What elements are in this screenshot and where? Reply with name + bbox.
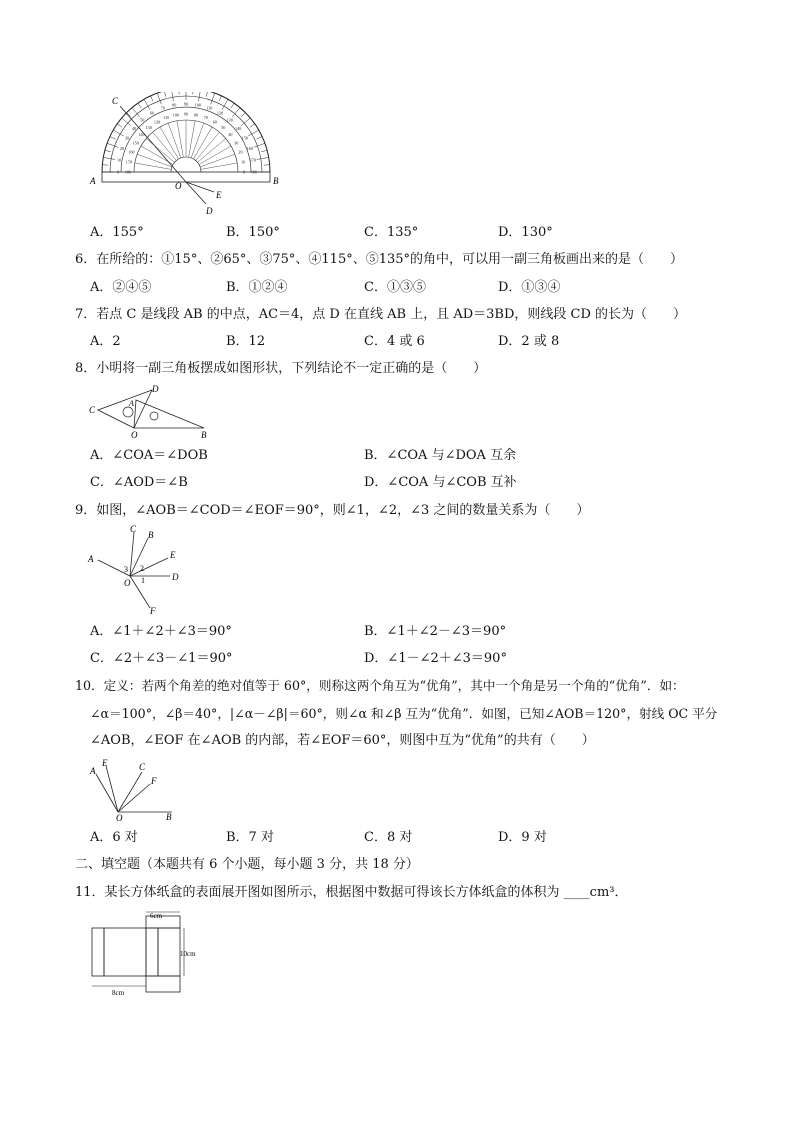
triangle-COD [98, 390, 152, 428]
q9-option-d: D．∠1－∠2＋∠3＝90° [364, 651, 507, 666]
label-E: E [102, 758, 108, 768]
label-C: C [112, 96, 119, 106]
protractor-tick [117, 124, 122, 127]
protractor-scale-number: 100 [194, 102, 201, 108]
protractor-tick [105, 150, 111, 152]
q7-stem: 7．若点 C 是线段 AB 的中点，AC＝4，点 D 在直线 AB 上，且 AD＝3BD，则线段 CD 的长为（ ） [75, 307, 687, 322]
protractor-scale-number: 10 [241, 159, 246, 165]
label-8cm: 8cm [112, 989, 125, 997]
set-squares-figure [86, 382, 216, 442]
protractor-scale-number: 140 [138, 132, 145, 138]
protractor-tick [199, 92, 201, 101]
label-C: C [130, 524, 137, 534]
label-O: O [131, 430, 138, 440]
label-D: D [172, 572, 179, 582]
protractor-tick [231, 103, 234, 108]
label-6cm: 6cm [150, 912, 163, 920]
protractor-radial-line [194, 127, 213, 159]
label-O: O [124, 578, 131, 588]
protractor-scale-number: 160 [246, 146, 254, 152]
protractor-radial-line [201, 163, 237, 169]
label-angle-2: 2 [140, 564, 144, 573]
protractor-tick [193, 92, 194, 94]
protractor-tick [261, 150, 267, 152]
label-E: E [216, 190, 222, 200]
protractor-radial-line [200, 154, 235, 167]
q10-line-1: 10．定义：若两个角差的绝对值等于 60°，则称这两个角互为“优角”，其中一个角是另一个角的“优角”．如： [75, 678, 685, 693]
q10-option-d: D．9 对 [498, 830, 547, 845]
label-C: C [89, 405, 96, 415]
ray-OE [130, 558, 168, 576]
q7-option-d: D．2 或 8 [498, 334, 560, 349]
protractor-scale-number: 180 [124, 169, 132, 175]
label-A: A [90, 176, 96, 186]
q7-option-a: A．2 [90, 334, 121, 349]
protractor-scale-number: 170 [249, 157, 257, 163]
label-F: F [150, 606, 156, 616]
protractor-tick [257, 137, 262, 140]
protractor-scale-number: 80 [172, 102, 177, 108]
label-O: O [116, 813, 123, 822]
label-angle-3: 3 [124, 565, 128, 574]
protractor-scale-number: 100 [172, 112, 180, 118]
label-A: A [129, 399, 134, 408]
protractor-scale-number: 40 [131, 125, 137, 131]
protractor-tick [254, 143, 265, 147]
q9-stem: 9．如图，∠AOB＝∠COD＝∠EOF＝90°，则∠1，∠2，∠3 之间的数量关系为（ ） [75, 503, 590, 518]
protractor-figure [86, 92, 286, 222]
hole-1 [123, 407, 133, 417]
protractor-tick [107, 143, 118, 147]
q7-option-c: C．4 或 6 [364, 334, 425, 349]
protractor-radial-line [137, 154, 172, 167]
triangle-AOB [134, 400, 204, 428]
protractor-tick [138, 103, 141, 108]
ray-OF [118, 784, 150, 812]
hole-2 [150, 412, 158, 420]
protractor-tick [206, 92, 208, 97]
protractor-scale-number: 50 [140, 117, 145, 123]
q8-option-a: A．∠COA＝∠DOB [90, 448, 208, 463]
protractor-scale-number: 140 [234, 125, 242, 131]
q10-option-b: B．7 对 [226, 830, 274, 845]
box-net-figure [86, 906, 206, 998]
q5-option-b: B．150° [226, 225, 280, 240]
protractor-tick [264, 165, 270, 166]
protractor-tick [102, 165, 108, 166]
protractor-tick [164, 92, 166, 97]
protractor-radial-line [135, 163, 171, 169]
q8-option-d: D．∠COA 与∠COB 互补 [364, 475, 517, 490]
protractor-scale-number: 0 [116, 169, 120, 175]
label-B: B [166, 812, 172, 822]
protractor-radial-line [196, 132, 220, 160]
protractor-scale-number: 0 [242, 169, 246, 175]
q10-option-c: C．8 对 [364, 830, 413, 845]
label-E: E [170, 550, 176, 560]
protractor-tick [179, 92, 180, 94]
protractor-radial-line [199, 146, 231, 165]
protractor-radial-line [153, 132, 177, 160]
q6-option-c: C．①③⑤ [364, 280, 426, 295]
protractor-scale-number: 160 [128, 149, 135, 155]
label-B: B [201, 430, 207, 440]
label-C: C [139, 762, 146, 772]
q6-option-d: D．①③④ [498, 280, 561, 295]
q8-option-c: C．∠AOD＝∠B [90, 475, 188, 490]
q8-stem: 8．小明将一副三角板摆成如图形状，下列结论不一定正确的是（ ） [75, 361, 487, 376]
q6-option-b: B．①②④ [226, 280, 288, 295]
protractor-scale-number: 30 [234, 140, 239, 146]
q8-option-b: B．∠COA 与∠DOA 互余 [364, 448, 517, 463]
label-D: D [152, 384, 159, 394]
protractor-tick [241, 113, 245, 117]
q7-option-b: B．12 [226, 334, 266, 349]
q11-stem: 11．某长方体纸盒的表面展开图如图所示，根据图中数据可得该长方体纸盒的体积为 ____cm³． [75, 885, 628, 900]
ray-OA [96, 774, 118, 812]
q10-option-a: A．6 对 [90, 830, 138, 845]
protractor-tick [151, 96, 154, 101]
protractor-scale-number: 20 [120, 146, 125, 152]
perpendicular-rays-figure [86, 524, 186, 616]
protractor-scale-number: 30 [125, 135, 130, 141]
ray-OF [130, 576, 150, 608]
q9-option-b: B．∠1＋∠2－∠3＝90° [364, 624, 507, 639]
protractor-scale-number: 130 [226, 117, 233, 123]
protractor-scale-number: 70 [203, 114, 208, 120]
q10-line-2: ∠α＝100°，∠β＝40°，|∠α－∠β|＝60°，则∠α 和∠β 互为“优角”．如图，已知∠AOB＝120°，射线 OC 平分 [90, 706, 718, 721]
protractor-scale-number: 150 [241, 135, 249, 141]
protractor-scale-number: 60 [212, 119, 218, 125]
section-2-title: 二、填空题（本题共有 6 个小题，每小题 3 分，共 18 分） [75, 857, 419, 872]
protractor-tick [211, 93, 215, 104]
label-B: B [273, 176, 279, 186]
protractor-scale-number: 60 [149, 110, 155, 116]
label-O: O [175, 181, 182, 191]
protractor-radial-line [160, 127, 179, 159]
protractor-scale-number: 110 [163, 114, 170, 120]
q9-option-a: A．∠1＋∠2＋∠3＝90° [90, 624, 232, 639]
protractor-scale-number: 20 [238, 149, 243, 155]
protractor-scale-number: 170 [125, 159, 133, 165]
protractor-radial-line [191, 123, 204, 158]
protractor-tick [103, 157, 115, 159]
protractor-scale-number: 90 [183, 111, 189, 117]
protractor-radial-line [197, 139, 225, 163]
protractor-scale-number: 90 [183, 101, 189, 107]
label-10cm: 10cm [180, 950, 196, 958]
net-face-bottom [146, 976, 180, 992]
protractor-scale-number: 50 [221, 125, 226, 131]
q6-option-a: A．②④⑤ [90, 280, 152, 295]
protractor-radial-line [146, 139, 174, 163]
protractor-scale-number: 80 [193, 112, 199, 118]
q5-option-d: D．130° [498, 225, 553, 240]
protractor-tick [110, 137, 115, 140]
protractor-scale-number: 120 [216, 110, 224, 116]
net-face-back [158, 928, 180, 976]
protractor-tick [257, 157, 269, 159]
net-face-front [104, 928, 146, 976]
protractor-radial-line [177, 121, 183, 157]
protractor-scale-number: 70 [160, 105, 165, 111]
label-F: F [151, 776, 157, 786]
protractor-tick [171, 92, 173, 101]
ray-OE [106, 766, 118, 812]
label-A: A [88, 554, 94, 564]
protractor-scale-number: 40 [228, 132, 233, 138]
protractor-tick [157, 93, 161, 104]
net-face-left [92, 928, 104, 976]
net-face-side [146, 928, 158, 976]
label-A: A [90, 766, 96, 776]
label-angle-1: 1 [141, 576, 145, 585]
q5-option-c: C．135° [364, 225, 419, 240]
protractor-scale-number: 130 [145, 125, 152, 131]
protractor-scale-number: 150 [132, 140, 139, 146]
q6-stem: 6．在所给的：①15°、②65°、③75°、④115°、⑤135°的角中，可以用一副三角板画出来的是（ ） [75, 252, 684, 267]
protractor-scale-number: 120 [153, 119, 161, 125]
q9-option-c: C．∠2＋∠3－∠1＝90° [90, 651, 233, 666]
q10-line-3: ∠AOB，∠EOF 在∠AOB 的内部，若∠EOF＝60°，则图中互为“优角”的共有（ ） [90, 733, 595, 748]
protractor-radial-line [189, 121, 195, 157]
protractor-scale-number: 110 [206, 105, 213, 111]
protractor-tick [219, 96, 222, 101]
protractor-tick [250, 124, 255, 127]
label-B: B [148, 530, 154, 540]
angle-rays-figure [86, 756, 186, 822]
protractor-radial-line [168, 123, 181, 158]
q5-option-a: A．155° [90, 225, 144, 240]
protractor-scale-number: 180 [250, 169, 258, 175]
ray-OC [118, 772, 142, 812]
protractor-scale-number: 10 [116, 157, 122, 163]
label-D: D [206, 206, 213, 216]
